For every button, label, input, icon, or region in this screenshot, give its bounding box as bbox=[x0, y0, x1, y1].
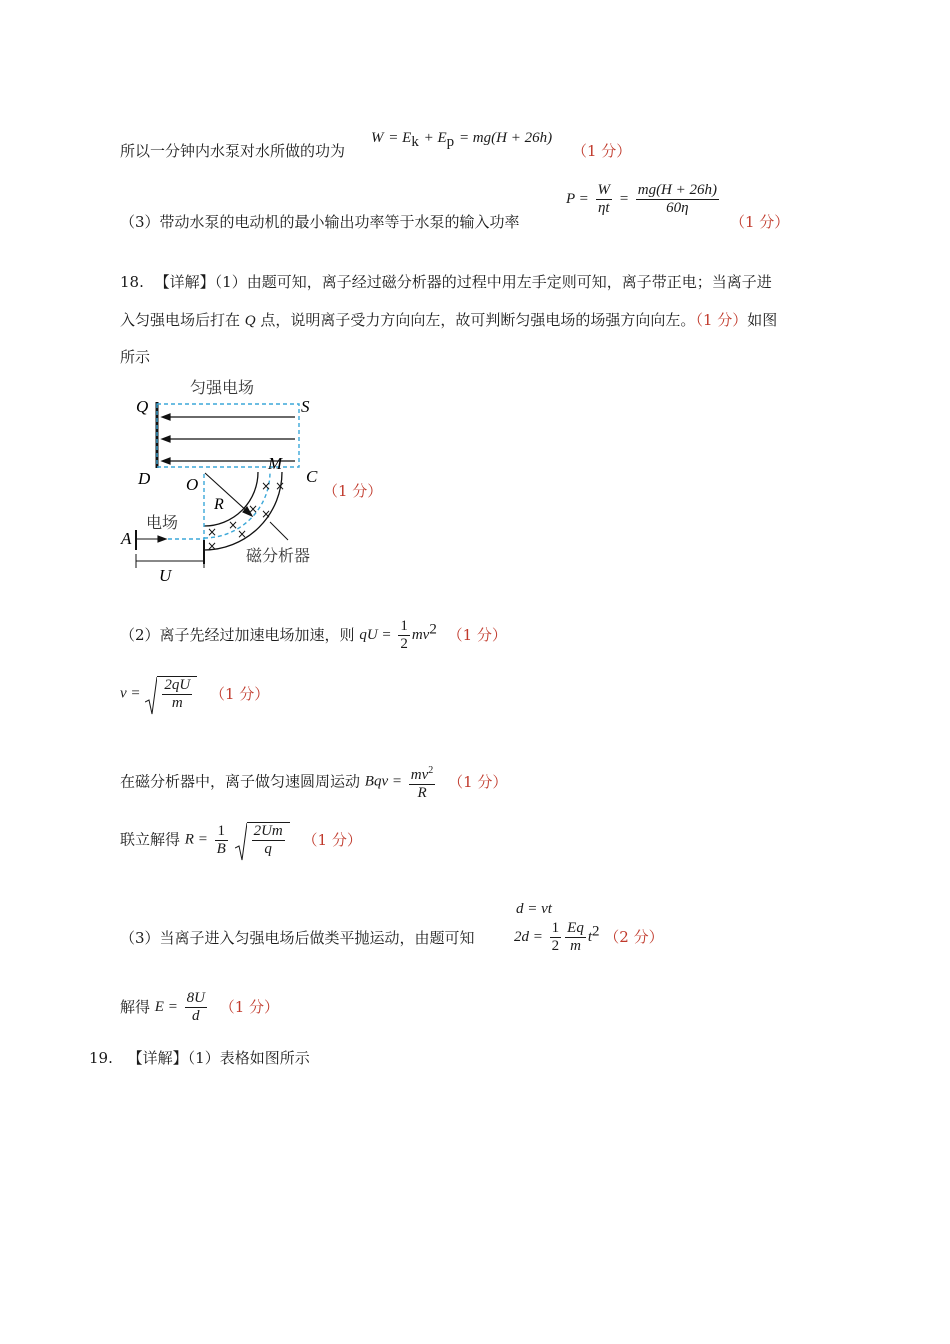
q19-number: 19. bbox=[89, 1049, 113, 1067]
solve-fraction: $\frac{1}{B}$ bbox=[216, 822, 226, 857]
work-score: （1 分） bbox=[572, 142, 632, 160]
figure-title: 匀强电场 bbox=[190, 378, 255, 397]
q18-paragraph-1: 18. 【详解】（1）由题可知，离子经过磁分析器的过程中用左手定则可知，离子带正电；当离子进 bbox=[120, 273, 772, 291]
cross-mark: × bbox=[228, 518, 239, 532]
cross-mark: × bbox=[207, 539, 218, 553]
q18-tag: 【详解】 bbox=[154, 273, 215, 291]
q18-paragraph-1-line-3: 所示 bbox=[120, 348, 151, 366]
velocity-line: v = $\frac{2qU}{m}$ （1 分） bbox=[120, 676, 269, 712]
power-fraction-2: $\frac{mg(H + 26h)}{60\eta}$ bbox=[637, 182, 718, 216]
label-r: R bbox=[214, 496, 224, 513]
q18-paragraph-1-line-2: 入匀强电场后打在 Q 点，说明离子受力方向向左，故可判断匀强电场的场强方向向左。（1 分）如图 bbox=[120, 311, 778, 329]
accel-arrow bbox=[137, 536, 166, 542]
velocity-sqrt: $\frac{2qU}{m}$ bbox=[145, 676, 197, 712]
q18-number: 18. bbox=[120, 273, 144, 291]
field-diagram bbox=[110, 372, 350, 587]
q19-heading: 19. 【详解】（1）表格如图所示 bbox=[89, 1049, 310, 1067]
label-c: C bbox=[306, 467, 318, 486]
solve-sqrt: $\frac{2Um}{q}$ bbox=[235, 822, 290, 858]
work-text-line: 所以一分钟内水泵对水所做的功为 bbox=[120, 142, 346, 160]
p3-eq1: d = vt bbox=[516, 901, 552, 917]
label-a: A bbox=[121, 529, 132, 548]
label-o: O bbox=[186, 475, 199, 494]
power-score: （1 分） bbox=[730, 213, 790, 231]
e-fraction: $\frac{8U}{d}$ bbox=[186, 990, 205, 1024]
radius-arrow bbox=[205, 473, 252, 516]
label-analyzer: 磁分析器 bbox=[246, 546, 311, 565]
cross-mark: × bbox=[237, 527, 248, 541]
e-solve-line: 解得 E = $\frac{8U}{d}$ （1 分） bbox=[120, 990, 280, 1024]
cross-mark: × bbox=[248, 502, 259, 516]
p3-eq2: 2d = $\frac{1}{2}$ $\frac{Eq}{m}$ $t^2$ （2 分） bbox=[514, 920, 664, 954]
p2-fraction: $\frac{1}{2}$ bbox=[400, 618, 408, 652]
p3-fraction-2: $\frac{Eq}{m}$ bbox=[567, 920, 584, 954]
power-text-line: （3）带动水泵的电动机的最小输出功率等于水泵的输入功率 bbox=[120, 213, 520, 231]
label-s: S bbox=[301, 397, 310, 416]
q18-part2-line: （2）离子先经过加速电场加速，则 qU = $\frac{1}{2}$ $mv^2$ （1 分） bbox=[120, 618, 507, 652]
cross-mark: × bbox=[207, 525, 218, 539]
label-d: D bbox=[138, 469, 151, 488]
analyzer-leader bbox=[270, 522, 288, 540]
cross-mark: × bbox=[261, 507, 272, 521]
label-u: U bbox=[159, 566, 172, 585]
power-equation: P = $\frac{W}{\eta t}$ = $\frac{mg(H + 26h)}{60\eta}$ bbox=[566, 182, 718, 216]
label-m: M bbox=[268, 454, 283, 473]
q19-tag: 【详解】 bbox=[127, 1049, 188, 1067]
mag-fraction: $\frac{mv^2}{R}$ bbox=[409, 762, 436, 802]
label-field: 电场 bbox=[146, 513, 179, 532]
cross-mark: × bbox=[275, 479, 286, 493]
cross-mark: × bbox=[261, 479, 272, 493]
radius-solve-line: 联立解得 R = $\frac{1}{B}$ $\frac{2Um}{q}$ （1 分） bbox=[120, 822, 362, 858]
power-fraction-1: $\frac{W}{\eta t}$ bbox=[597, 182, 611, 216]
magnetic-line: 在磁分析器中，离子做匀速圆周运动 Bqv = $\frac{mv^2}{R}$ （1 分） bbox=[120, 762, 507, 802]
q18-part3-line: （3）当离子进入匀强电场后做类平抛运动，由题可知 bbox=[120, 929, 475, 947]
p3-fraction-1: $\frac{1}{2}$ bbox=[551, 920, 560, 954]
figure-score: （1 分） bbox=[323, 482, 383, 500]
work-equation: $W = E_k + E_p = mg(H + 26h)$ bbox=[371, 130, 553, 150]
label-q: Q bbox=[136, 397, 149, 416]
